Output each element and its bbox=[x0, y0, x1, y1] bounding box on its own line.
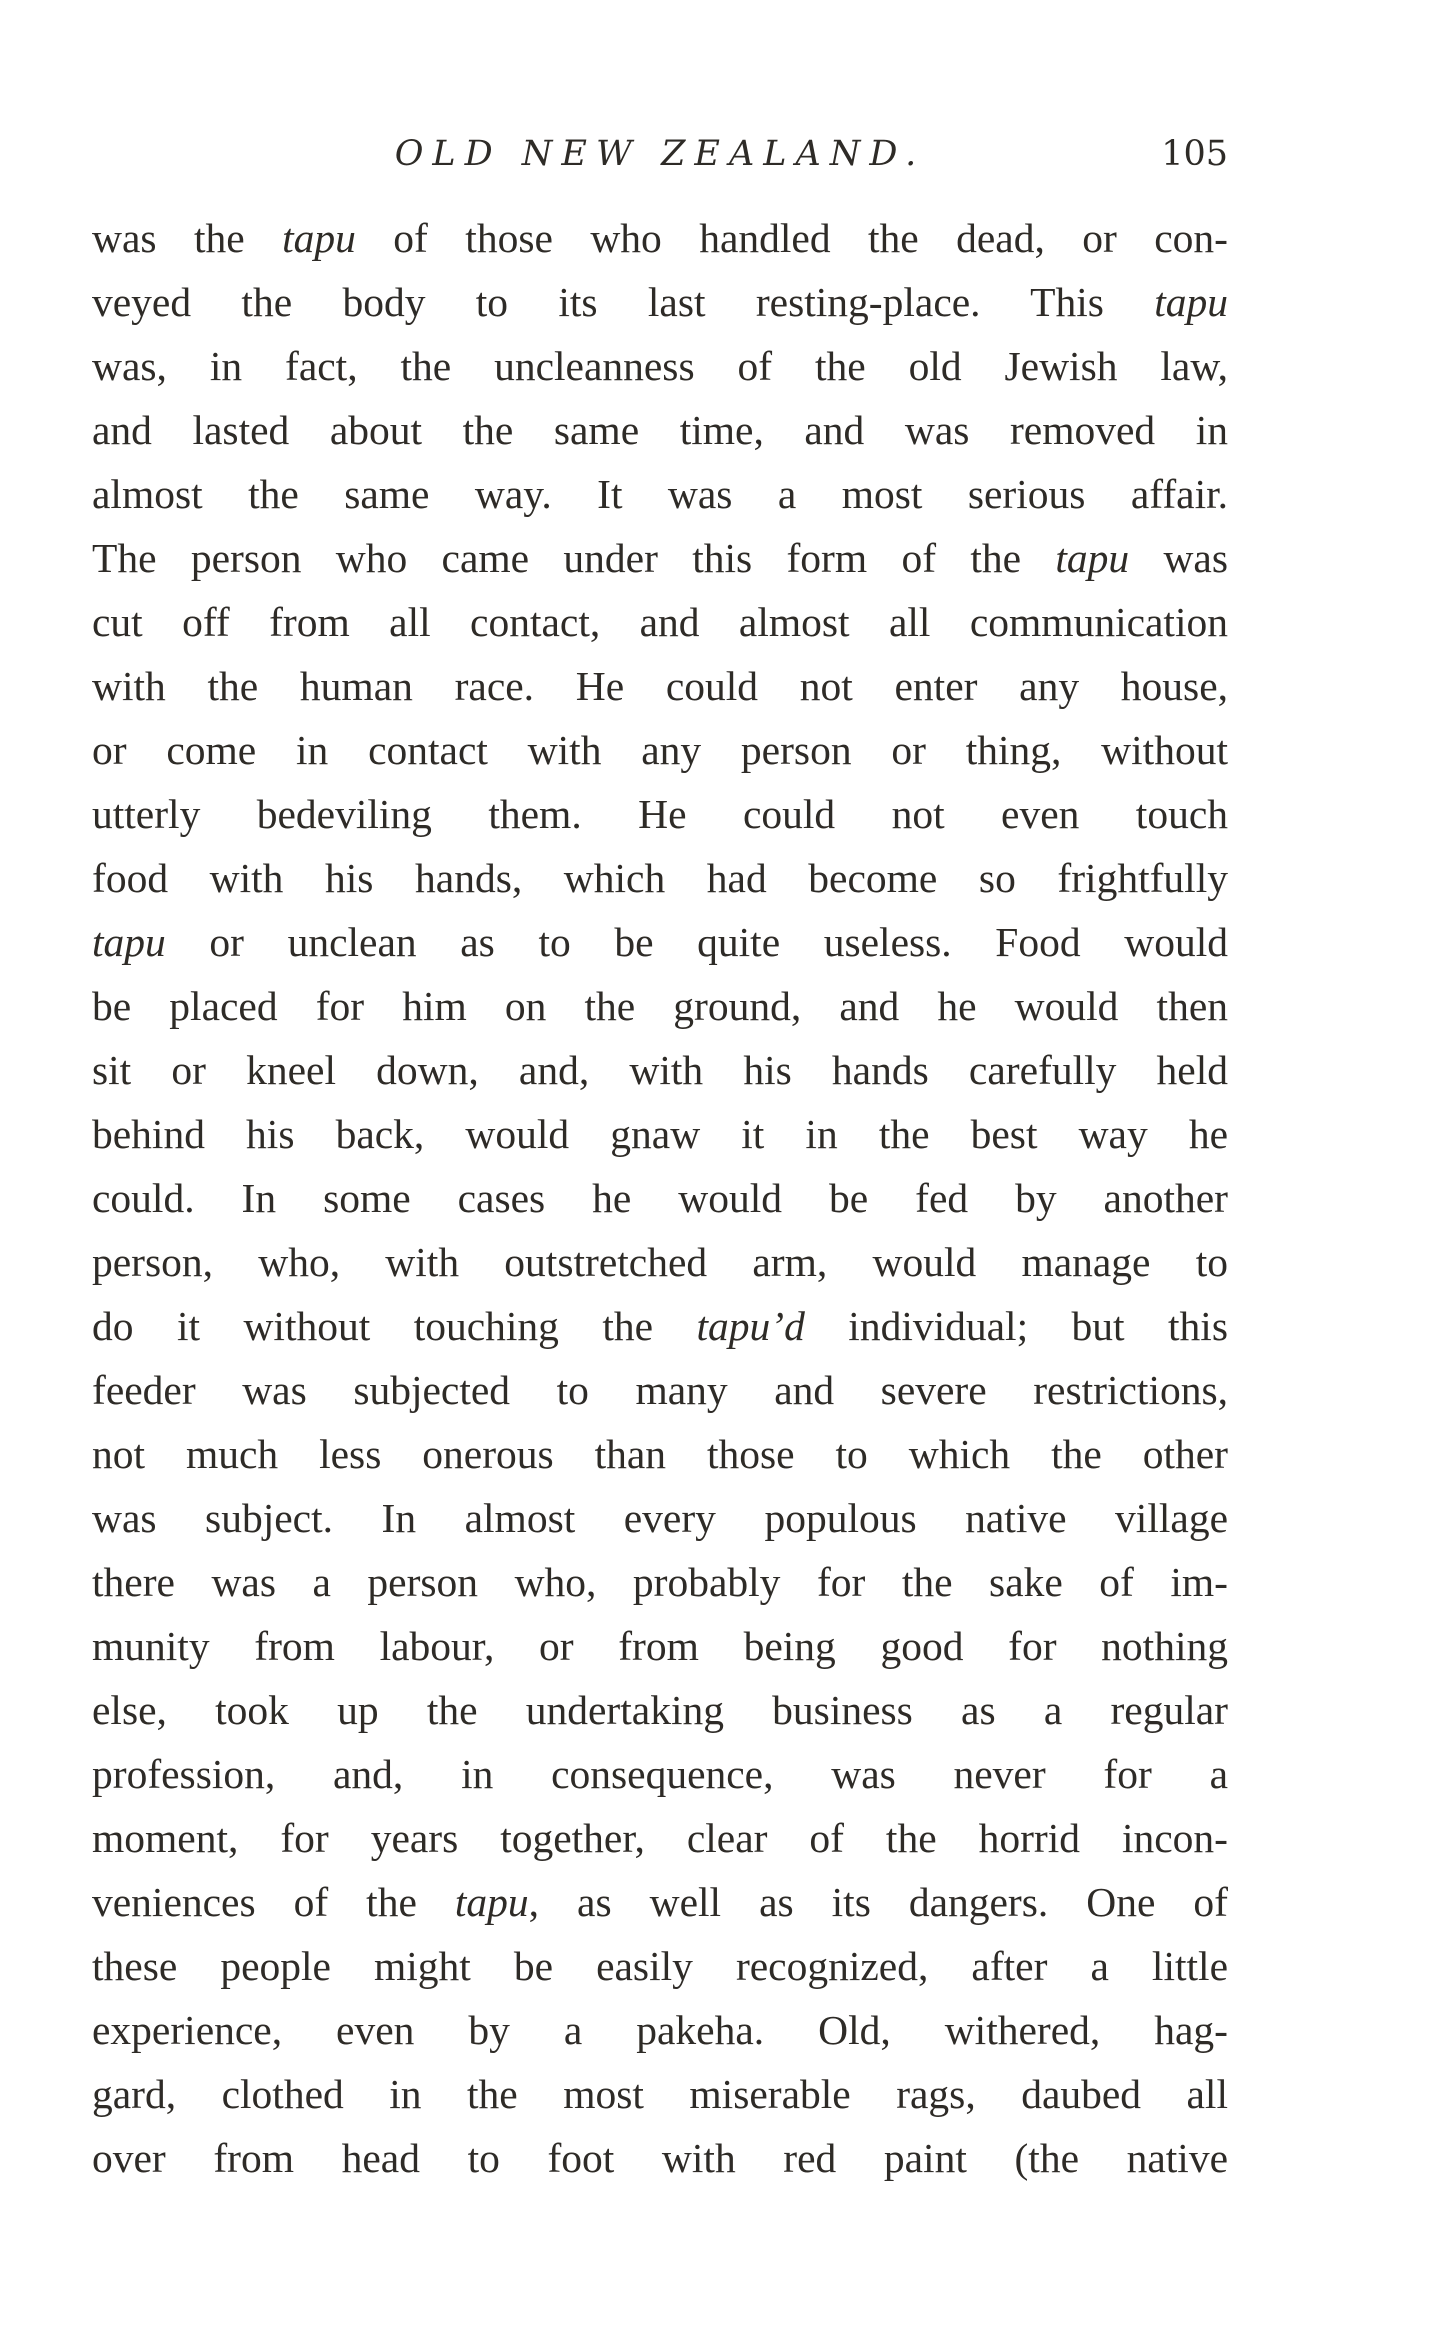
text-line bbox=[92, 526, 1228, 590]
text-run: almost the same way. It was a most serious affair. bbox=[92, 471, 1228, 517]
text-line bbox=[92, 910, 1228, 974]
text-line bbox=[92, 334, 1228, 398]
italic-word: tapu bbox=[282, 215, 356, 261]
text-run: there was a person who, probably for the sake of im- bbox=[92, 1559, 1228, 1605]
text-run: with the human race. He could not enter any house, bbox=[92, 663, 1228, 709]
text-run: or unclean as to be quite useless. Food would bbox=[165, 919, 1228, 965]
text-run: be placed for him on the ground, and he would then bbox=[92, 983, 1228, 1029]
text-line bbox=[92, 782, 1228, 846]
italic-word: tapu bbox=[1055, 535, 1130, 581]
text-line bbox=[92, 974, 1228, 1038]
text-run: these people might be easily recognized, after a little bbox=[92, 1943, 1228, 1989]
text-line bbox=[92, 1870, 1228, 1934]
text-run: profession, and, in consequence, was never for a bbox=[92, 1751, 1228, 1797]
text-line bbox=[92, 1358, 1228, 1422]
text-run: experience, even by a pakeha. Old, withered, hag- bbox=[92, 2007, 1228, 2053]
text-line bbox=[92, 1230, 1228, 1294]
text-line bbox=[92, 1742, 1228, 1806]
text-run: was, in fact, the uncleanness of the old Jewish law, bbox=[92, 343, 1228, 389]
text-run: utterly bedeviling them. He could not even touch bbox=[92, 791, 1228, 837]
text-line bbox=[92, 1486, 1228, 1550]
text-line bbox=[92, 1998, 1228, 2062]
text-run: could. In some cases he would be fed by another bbox=[92, 1175, 1228, 1221]
text-line bbox=[92, 1806, 1228, 1870]
text-line bbox=[92, 1934, 1228, 1998]
text-line bbox=[92, 718, 1228, 782]
text-line bbox=[92, 590, 1228, 654]
text-run: was bbox=[1129, 535, 1228, 581]
text-run: else, took up the undertaking business as a regular bbox=[92, 1687, 1228, 1733]
text-run: was subject. In almost every populous native village bbox=[92, 1495, 1228, 1541]
text-run: feeder was subjected to many and severe restrictions, bbox=[92, 1367, 1228, 1413]
text-line bbox=[92, 1166, 1228, 1230]
italic-word: tapu bbox=[454, 1879, 529, 1925]
text-run: food with his hands, which had become so frightfully bbox=[92, 855, 1228, 901]
text-run: or come in contact with any person or thing, without bbox=[92, 727, 1228, 773]
text-run: veyed the body to its last resting-place. This bbox=[92, 279, 1155, 325]
text-line bbox=[92, 654, 1228, 718]
text-run: over from head to foot with red paint (the native bbox=[92, 2135, 1228, 2181]
italic-word: tapu bbox=[1154, 279, 1228, 325]
text-line bbox=[92, 1422, 1228, 1486]
italic-word: tapu’d bbox=[696, 1303, 805, 1349]
text-run: cut off from all contact, and almost all communication bbox=[92, 599, 1228, 645]
text-line bbox=[92, 398, 1228, 462]
running-title: OLD NEW ZEALAND. bbox=[394, 134, 926, 174]
page-number: 105 bbox=[1161, 134, 1228, 174]
text-run: and lasted about the same time, and was removed in bbox=[92, 407, 1228, 453]
text-line bbox=[92, 1038, 1228, 1102]
text-run: moment, for years together, clear of the horrid incon- bbox=[92, 1815, 1228, 1861]
text-line bbox=[92, 206, 1228, 270]
text-run: The person who came under this form of the bbox=[92, 535, 1056, 581]
text-line bbox=[92, 1102, 1228, 1166]
text-line bbox=[92, 846, 1228, 910]
text-line bbox=[92, 2126, 1228, 2190]
text-line bbox=[92, 1294, 1228, 1358]
text-run: , as well as its dangers. One of bbox=[528, 1879, 1228, 1925]
page-header bbox=[92, 128, 1228, 180]
italic-word: tapu bbox=[92, 919, 166, 965]
text-line bbox=[92, 462, 1228, 526]
body-text bbox=[92, 206, 1228, 2190]
text-line bbox=[92, 1614, 1228, 1678]
text-run: not much less onerous than those to which the other bbox=[92, 1431, 1228, 1477]
text-line bbox=[92, 270, 1228, 334]
text-run: individual; but this bbox=[804, 1303, 1228, 1349]
text-run: behind his back, would gnaw it in the best way he bbox=[92, 1111, 1228, 1157]
text-run: do it without touching the bbox=[92, 1303, 697, 1349]
text-run: munity from labour, or from being good for nothing bbox=[92, 1623, 1228, 1669]
text-run: was the bbox=[92, 215, 283, 261]
text-run: person, who, with outstretched arm, would manage to bbox=[92, 1239, 1228, 1285]
text-run: gard, clothed in the most miserable rags, daubed all bbox=[92, 2071, 1228, 2117]
text-run: of those who handled the dead, or con- bbox=[355, 215, 1228, 261]
text-line bbox=[92, 2062, 1228, 2126]
text-line bbox=[92, 1678, 1228, 1742]
text-run: veniences of the bbox=[92, 1879, 455, 1925]
text-line bbox=[92, 1550, 1228, 1614]
text-run: sit or kneel down, and, with his hands carefully held bbox=[92, 1047, 1228, 1093]
